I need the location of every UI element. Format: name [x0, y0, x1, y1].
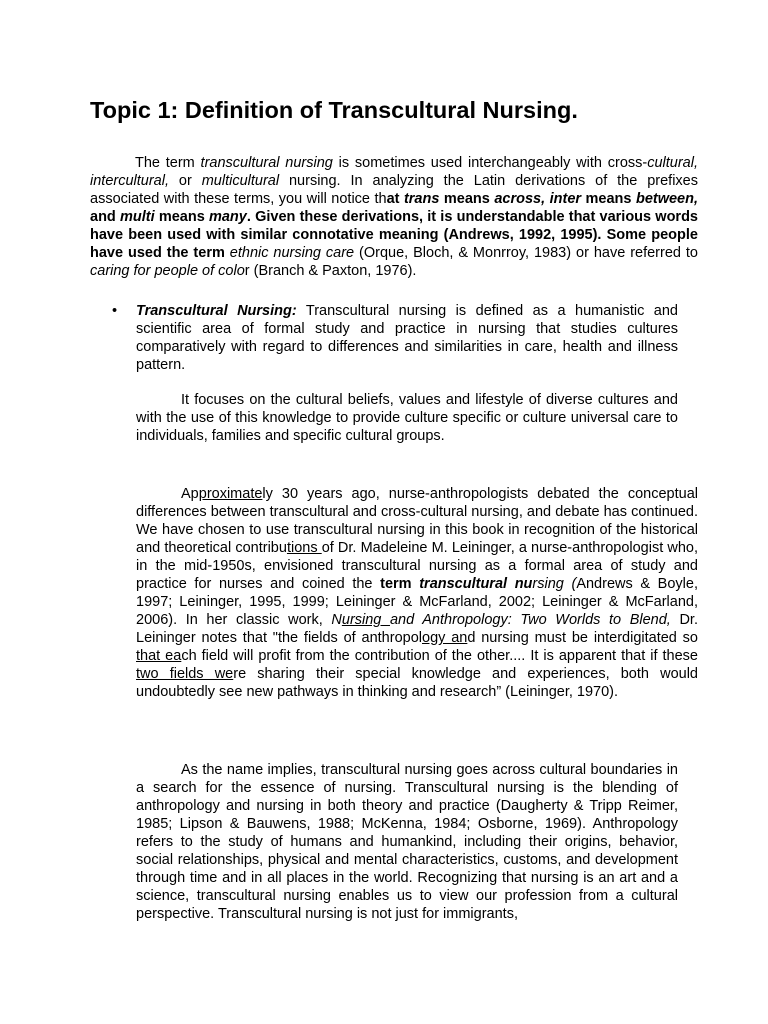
intro-term-ethnic-nursing-care: ethnic nursing care: [229, 245, 355, 261]
bullet-text: Transcultural nursing is defined as a humanistic and scientific area of formal study and practice in nursing that studies cultures comparatively with regard to differences and similarities in care, health and illness pattern.: [136, 303, 678, 373]
history-text: of Dr. Madeleine M. Leininger, a nurse-anthropologist who, in the mid-1950s, envisioned transcultural nursing as a formal area of study and practice for nurses and coined the: [136, 540, 698, 592]
intro-term-transcultural: transcultural nursing: [200, 155, 333, 171]
history-underlined-text: that ea: [136, 648, 182, 664]
intro-bold-text: and: [90, 209, 120, 225]
history-text: Dr. Leininger notes that "the fields of anthropol: [136, 612, 698, 646]
history-book-title: ursing: [341, 612, 390, 628]
history-text: Ap: [181, 486, 199, 502]
history-book-title: N: [331, 612, 342, 628]
page-title: Topic 1: Definition of Transcultural Nursing.: [90, 97, 578, 123]
history-italic-text: rsing (: [532, 576, 577, 592]
intro-bold-text: means: [581, 191, 636, 207]
history-term-transcultural: transcultural nu: [419, 576, 533, 592]
history-paragraph: [136, 485, 698, 701]
history-book-title: and Anthropology: Two W: [389, 612, 569, 628]
intro-term-caring: caring for people of colo: [90, 263, 245, 279]
intro-text: is sometimes used interchangeably with cross-: [332, 155, 648, 171]
history-underlined-text: tions: [286, 540, 322, 556]
intro-term-cross-inter: cultural, intercultural,: [90, 155, 698, 189]
bullet-icon: •: [112, 303, 118, 319]
intro-term-multi: multi: [119, 209, 155, 225]
focus-paragraph: It focuses on the cultural beliefs, values and lifestyle of diverse cultures and with the use of this knowledge to provide culture specific or culture universal care to individuals, families and specific cultural groups.: [136, 392, 678, 444]
intro-term-many: many: [208, 209, 247, 225]
history-text: ly 30 years ago, nurse-anthropologists debated the conceptual differences between transcultural and cross-cultural nursing, and debate has continued. We have chosen to use transcultural nursing in this book in recognition of the historical and theoretical contribu: [136, 486, 698, 556]
history-bold-text: term: [380, 576, 420, 592]
intro-bold-text: at: [386, 191, 404, 207]
intro-term-across-inter: across, inter: [494, 191, 582, 207]
history-underlined-text: proximate: [198, 486, 263, 502]
history-text: ch field will profit from the contribution of the other.... It is apparent that if these: [181, 648, 698, 664]
intro-paragraph: [90, 154, 698, 280]
intro-text: or: [168, 173, 202, 189]
history-text: d nursing must be interdigitated so: [467, 630, 698, 646]
intro-text: nursing. In analyzing the Latin derivations of the prefixes associated with these terms, you will notice th: [90, 173, 698, 207]
bullet-term: Transcultural Nursing:: [136, 303, 297, 319]
history-text: re sharing their special knowledge and experiences, both would undoubtedly see new pathways in thinking and research” (Leininger, 1970).: [136, 666, 698, 700]
intro-term-between: between,: [635, 191, 699, 207]
intro-term-multicultural: multicultural: [201, 173, 280, 189]
intro-text: The term: [135, 155, 201, 171]
history-text: Andrews & Boyle, 1997; Leininger, 1995, 1999; Leininger & McFarland, 2002; Leininger & McFarland, 2006). In her classic work,: [136, 576, 698, 628]
intro-text: . Given these derivations, it is understandable that various words have been used with similar connotative meaning (Andrews, 1992, 1995). Some people have used the term: [90, 209, 698, 261]
bullet-definition: [136, 302, 678, 374]
intro-bold-text: means: [154, 209, 209, 225]
history-underlined-text: two fields we: [136, 666, 234, 682]
history-book-title: orlds to Blend,: [568, 612, 671, 628]
intro-bold-text: means: [439, 191, 495, 207]
name-paragraph: As the name implies, transcultural nursing goes across cultural boundaries in a search for the essence of nursing. Transcultural nursing is the blending of anthropology and nursing in both theory and practice (Daugherty & Tripp Reimer, 1985; Lipson & Bauwens, 1988; McKenna, 1984; Osborne, 1969). Anthropology refers to the study of humans and humankind, including their origins, behavior, social relationships, physical and mental characteristics, customs, and development through time and in all places in the world. Recognizing that nursing is an art and a science, transcultural nursing enables us to view our profession from a cultural perspective. Transcultural nursing is not just for immigrants,: [136, 762, 678, 922]
intro-text: r (Branch & Paxton, 1976).: [244, 263, 417, 279]
intro-term-trans: trans: [403, 191, 440, 207]
history-underlined-text: ogy an: [422, 630, 468, 646]
intro-text: (Orque, Bloch, & Monrroy, 1983) or have referred to: [354, 245, 698, 261]
